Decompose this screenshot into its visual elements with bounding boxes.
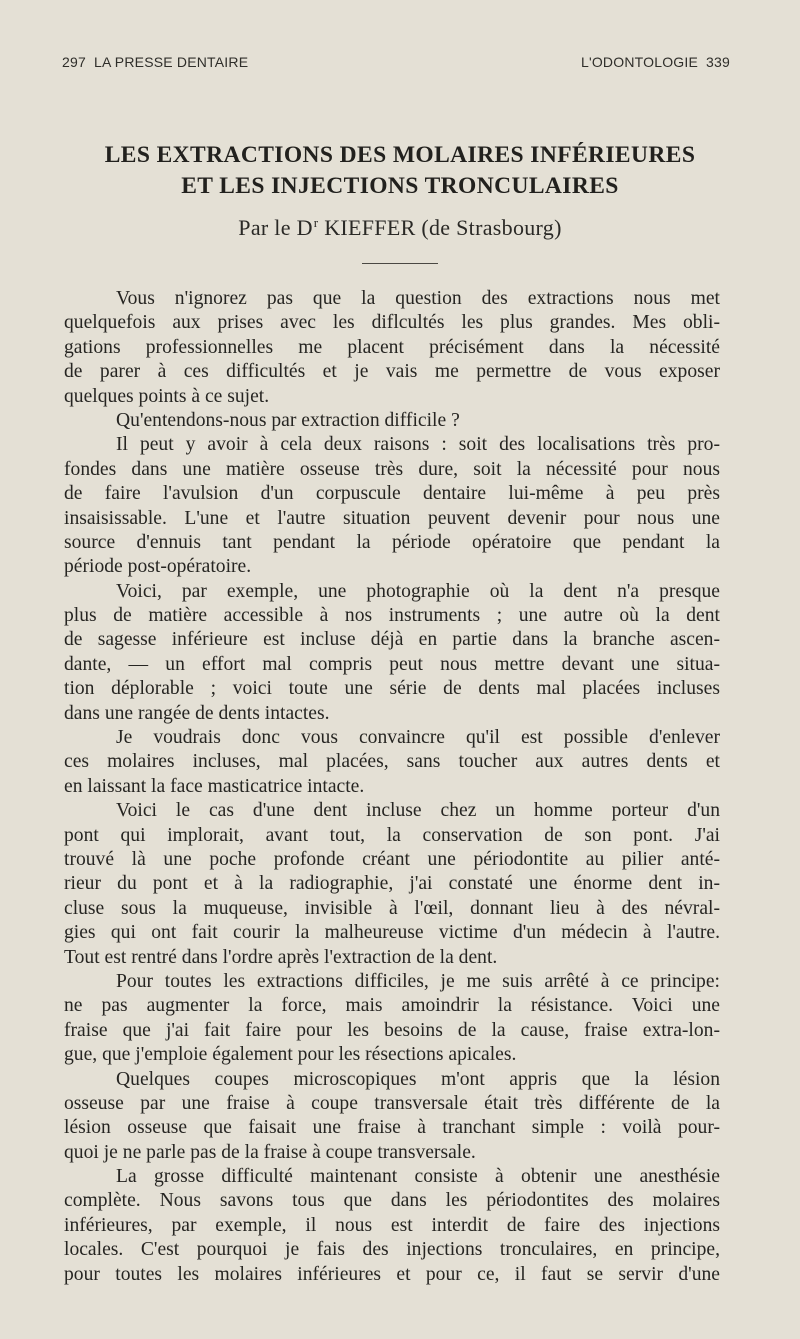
- text-line: de faire l'avulsion d'un corpuscule dentaire lui-même à peu près: [64, 483, 720, 505]
- text-line: Pour toutes les extractions difficiles, je me suis arrêté à ce principe:: [116, 970, 720, 992]
- text-line: plus de matière accessible à nos instruments ; une autre où la dent: [64, 605, 720, 627]
- text-line: source d'ennuis tant pendant la période opératoire que pendant la: [64, 531, 720, 553]
- text-line: période post-opératoire.: [64, 556, 252, 578]
- header-left: [62, 54, 248, 70]
- title-separator-rule: [362, 263, 438, 264]
- text-line: rieur du pont et à la radiographie, j'ai constaté une énorme dent in-: [64, 873, 720, 895]
- journal-title-right: L'ODONTOLOGIE: [580, 54, 699, 70]
- text-line: Tout est rentré dans l'ordre après l'extraction de la dent.: [64, 946, 498, 968]
- text-line: gue, que j'emploie également pour les résections apicales.: [64, 1044, 517, 1066]
- text-line: en laissant la face masticatrice intacte.: [64, 775, 365, 797]
- text-line: trouvé là une poche profonde créant une périodontite au pilier anté-: [64, 848, 720, 870]
- author-byline: [60, 208, 740, 243]
- text-line: quelquefois aux prises avec les diflcultés les plus grandes. Mes obli-: [64, 312, 720, 334]
- text-line: Voici le cas d'une dent incluse chez un homme porteur d'un: [116, 800, 720, 822]
- text-line: lésion osseuse que faisait une fraise à tranchant simple : voilà pour-: [64, 1117, 720, 1139]
- text-line: pour toutes les molaires inférieures et pour ce, il faut se servir d'une: [64, 1263, 720, 1285]
- text-line: cluse sous la muqueuse, invisible à l'œil, donnant lieu à des névral-: [64, 897, 720, 919]
- header-right: [581, 54, 730, 70]
- text-line: Je voudrais donc vous convaincre qu'il est possible d'enlever: [116, 727, 720, 749]
- article-title-line-1: LES EXTRACTIONS DES MOLAIRES INFÉRIEURES: [104, 142, 696, 168]
- article-heading: [60, 140, 740, 264]
- page-number-right: 339: [706, 54, 730, 70]
- text-line: quoi je ne parle pas de la fraise à coupe transversale.: [64, 1141, 476, 1163]
- journal-title-left: LA PRESSE DENTAIRE: [93, 54, 249, 70]
- page-number-left: 297: [62, 54, 86, 70]
- byline-superscript: r: [313, 215, 319, 230]
- text-line: pont qui implorait, avant tout, la conservation de son pont. J'ai: [64, 824, 720, 846]
- text-line: fondes dans une matière osseuse très dure, soit la nécessité pour nous: [64, 458, 720, 480]
- text-line: Quelques coupes microscopiques m'ont appris que la lésion: [116, 1068, 720, 1090]
- text-line: dans une rangée de dents intactes.: [64, 702, 330, 724]
- text-line: Voici, par exemple, une photographie où la dent n'a presque: [116, 580, 720, 602]
- text-line: Il peut y avoir à cela deux raisons : soit des localisations très pro-: [116, 434, 720, 456]
- text-line: complète. Nous savons tous que dans les périodontites des molaires: [64, 1190, 720, 1212]
- article-title-line-2: ET LES INJECTIONS TRONCULAIRES: [181, 173, 619, 199]
- text-line: La grosse difficulté maintenant consiste à obtenir une anesthésie: [116, 1166, 720, 1188]
- text-line: de sagesse inférieure est incluse déjà en partie dans la branche ascen-: [64, 629, 720, 651]
- text-line: tion déplorable ; voici toute une série de dents mal placées incluses: [64, 678, 720, 700]
- text-line: inférieures, par exemple, il nous est interdit de faire des injections: [64, 1214, 720, 1236]
- article-body: [64, 287, 720, 1287]
- byline-prefix: Par le D: [238, 215, 313, 240]
- text-line: dante, — un effort mal compris peut nous mettre devant une situa-: [64, 653, 720, 675]
- text-line: Qu'entendons-nous par extraction difficile ?: [116, 409, 460, 431]
- text-line: ces molaires incluses, mal placées, sans toucher aux autres dents et: [64, 751, 720, 773]
- byline-author: KIEFFER (de Strasbourg): [318, 215, 562, 240]
- text-line: gations professionnelles me placent précisément dans la nécessité: [64, 336, 720, 358]
- text-line: quelques points à ce sujet.: [64, 385, 270, 407]
- text-line: ne pas augmenter la force, mais amoindrir la résistance. Voici une: [64, 995, 720, 1017]
- text-line: Vous n'ignorez pas que la question des extractions nous met: [116, 288, 720, 309]
- text-line: osseuse par une fraise à coupe transversale était très différente de la: [64, 1092, 720, 1114]
- text-line: fraise que j'ai fait faire pour les besoins de la cause, fraise extra-lon-: [64, 1019, 720, 1041]
- text-line: de parer à ces difficultés et je vais me permettre de vous exposer: [64, 361, 720, 383]
- text-line: insaisissable. L'une et l'autre situation peuvent devenir pour nous une: [64, 507, 720, 529]
- text-line: locales. C'est pourquoi je fais des injections tronculaires, en principe,: [64, 1239, 720, 1261]
- text-line: gies qui ont fait courir la malheureuse victime d'un médecin à l'autre.: [64, 922, 720, 944]
